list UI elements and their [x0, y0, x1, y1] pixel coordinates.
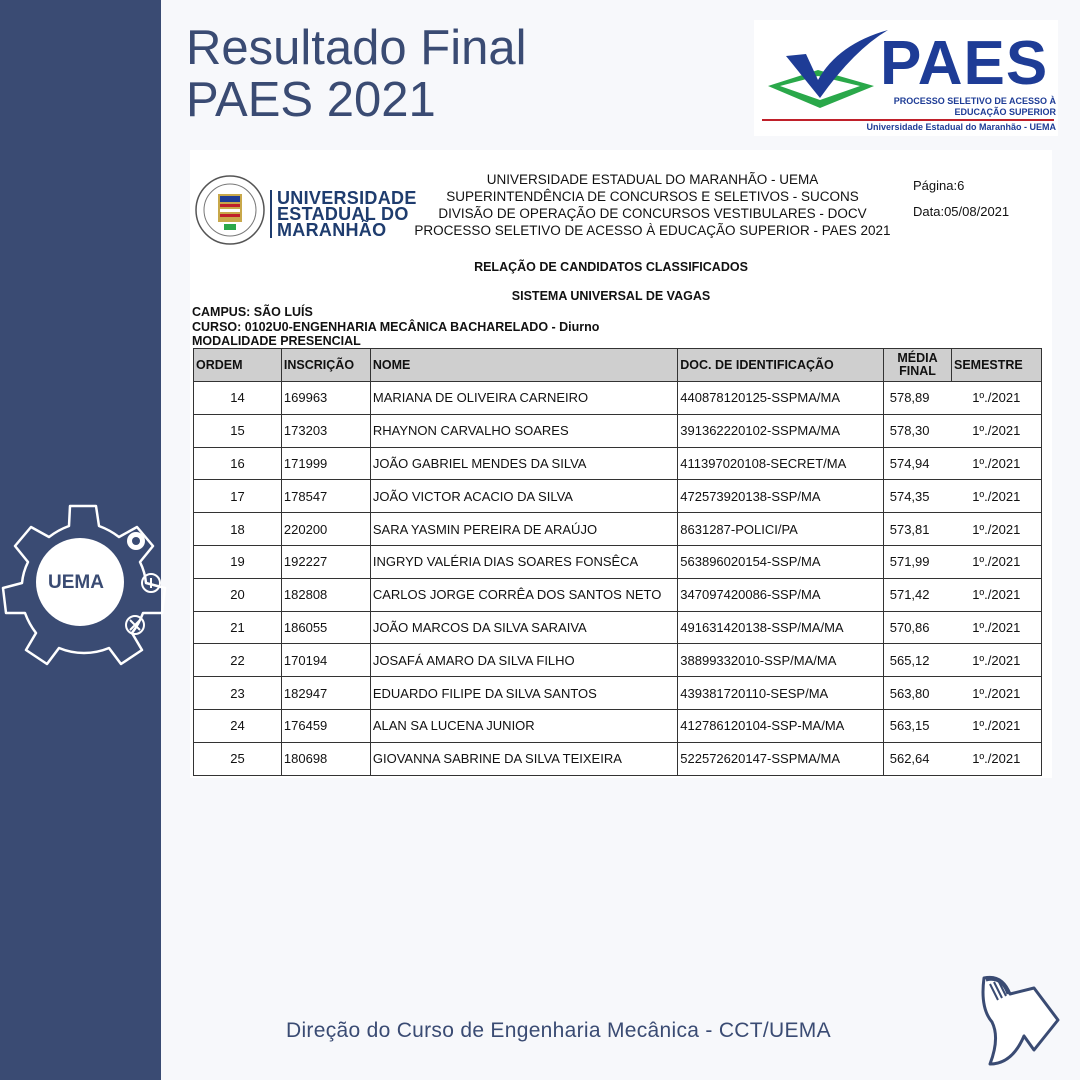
header-line: PROCESSO SELETIVO DE ACESSO À EDUCAÇÃO SUPERIOR - PAES 2021 — [414, 223, 891, 238]
cell-nome: MARIANA DE OLIVEIRA CARNEIRO — [370, 382, 677, 415]
table-row — [194, 578, 1042, 611]
cell-semestre: 1º./2021 — [952, 644, 1042, 677]
course-label: CURSO: 0102U0-ENGENHARIA MECÂNICA BACHARELADO - Diurno — [192, 319, 600, 334]
cell-inscricao: 178547 — [281, 480, 370, 513]
cell-nome: ALAN SA LUCENA JUNIOR — [370, 709, 677, 742]
cell-doc: 491631420138-SSP/MA/MA — [678, 611, 884, 644]
cell-media: 574,35 — [884, 480, 952, 513]
cell-inscricao: 176459 — [281, 709, 370, 742]
table-row — [194, 709, 1042, 742]
title-line-2: PAES 2021 — [186, 73, 436, 127]
cell-inscricao: 186055 — [281, 611, 370, 644]
footer-text: Direção do Curso de Engenharia Mecânica - CCT/UEMA — [286, 1019, 831, 1042]
col-ordem: ORDEM — [194, 349, 282, 382]
uema-logo-line-3: MARANHÃO — [277, 220, 387, 240]
cell-doc: 411397020108-SECRET/MA — [678, 447, 884, 480]
next-arrow-icon[interactable] — [972, 968, 1064, 1070]
table-body — [194, 382, 1042, 776]
col-media-line-1: MÉDIA — [897, 351, 938, 365]
header-line: UNIVERSIDADE ESTADUAL DO MARANHÃO - UEMA — [486, 172, 819, 187]
cell-inscricao: 182808 — [281, 578, 370, 611]
header-line: SUPERINTENDÊNCIA DE CONCURSOS E SELETIVOS - SUCONS — [446, 189, 859, 204]
cell-inscricao: 169963 — [281, 382, 370, 415]
cell-nome: JOÃO VICTOR ACACIO DA SILVA — [370, 480, 677, 513]
cell-media: 573,81 — [884, 513, 952, 546]
page-meta — [913, 173, 1009, 225]
cell-media: 571,42 — [884, 578, 952, 611]
cell-semestre: 1º./2021 — [952, 382, 1042, 415]
cell-inscricao: 220200 — [281, 513, 370, 546]
cell-ordem: 22 — [194, 644, 282, 677]
cell-ordem: 23 — [194, 677, 282, 710]
cell-media: 563,80 — [884, 677, 952, 710]
cell-ordem: 14 — [194, 382, 282, 415]
cell-doc: 8631287-POLICI/PA — [678, 513, 884, 546]
document-date: Data:05/08/2021 — [913, 204, 1010, 219]
paes-wordmark: PAES — [880, 29, 1049, 98]
cell-semestre: 1º./2021 — [952, 480, 1042, 513]
cell-semestre: 1º./2021 — [952, 513, 1042, 546]
uema-logo-line-1: UNIVERSIDADE — [277, 188, 417, 208]
cell-semestre: 1º./2021 — [952, 578, 1042, 611]
cell-semestre: 1º./2021 — [952, 545, 1042, 578]
cell-media: 574,94 — [884, 447, 952, 480]
cell-doc: 347097420086-SSP/MA — [678, 578, 884, 611]
result-document — [190, 150, 1052, 778]
uema-seal-icon — [194, 174, 266, 246]
paes-logo — [754, 20, 1058, 136]
modality-label: MODALIDADE PRESENCIAL — [192, 334, 361, 348]
cell-semestre: 1º./2021 — [952, 677, 1042, 710]
cell-doc: 38899332010-SSP/MA/MA — [678, 644, 884, 677]
cell-doc: 522572620147-SSPMA/MA — [678, 742, 884, 775]
cell-semestre: 1º./2021 — [952, 414, 1042, 447]
cell-media: 578,89 — [884, 382, 952, 415]
cell-inscricao: 170194 — [281, 644, 370, 677]
col-media — [884, 349, 952, 382]
cell-nome: RHAYNON CARVALHO SOARES — [370, 414, 677, 447]
table-row — [194, 382, 1042, 415]
cell-nome: INGRYD VALÉRIA DIAS SOARES FONSÊCA — [370, 545, 677, 578]
cell-nome: JOSAFÁ AMARO DA SILVA FILHO — [370, 644, 677, 677]
cell-ordem: 21 — [194, 611, 282, 644]
document-header — [390, 171, 915, 239]
cell-doc: 412786120104-SSP-MA/MA — [678, 709, 884, 742]
cell-semestre: 1º./2021 — [952, 447, 1042, 480]
cell-semestre: 1º./2021 — [952, 611, 1042, 644]
table-header-row — [194, 349, 1042, 382]
cell-media: 578,30 — [884, 414, 952, 447]
cell-ordem: 16 — [194, 447, 282, 480]
col-doc: DOC. DE IDENTIFICAÇÃO — [678, 349, 884, 382]
col-semestre: SEMESTRE — [952, 349, 1042, 382]
cell-doc: 391362220102-SSPMA/MA — [678, 414, 884, 447]
cell-semestre: 1º./2021 — [952, 742, 1042, 775]
cell-doc: 472573920138-SSP/MA — [678, 480, 884, 513]
cell-doc: 563896020154-SSP/MA — [678, 545, 884, 578]
cell-nome: EDUARDO FILIPE DA SILVA SANTOS — [370, 677, 677, 710]
page-title — [186, 22, 526, 126]
paes-university: Universidade Estadual do Maranhão - UEMA — [866, 122, 1056, 132]
cell-media: 562,64 — [884, 742, 952, 775]
page-number: Página:6 — [913, 178, 965, 193]
cell-nome: CARLOS JORGE CORRÊA DOS SANTOS NETO — [370, 578, 677, 611]
table-row — [194, 644, 1042, 677]
cell-nome: SARA YASMIN PEREIRA DE ARAÚJO — [370, 513, 677, 546]
cell-ordem: 15 — [194, 414, 282, 447]
paes-divider — [762, 119, 1054, 121]
cell-ordem: 17 — [194, 480, 282, 513]
cell-nome: JOÃO GABRIEL MENDES DA SILVA — [370, 447, 677, 480]
cell-media: 565,12 — [884, 644, 952, 677]
col-inscricao: INSCRIÇÃO — [281, 349, 370, 382]
cell-media: 571,99 — [884, 545, 952, 578]
course-info — [192, 305, 599, 349]
system-title: SISTEMA UNIVERSAL DE VAGAS — [511, 289, 711, 303]
cell-semestre: 1º./2021 — [952, 709, 1042, 742]
table-row — [194, 545, 1042, 578]
gear-label: UEMA — [48, 572, 104, 593]
cell-ordem: 18 — [194, 513, 282, 546]
cell-ordem: 19 — [194, 545, 282, 578]
table-row — [194, 414, 1042, 447]
cell-inscricao: 180698 — [281, 742, 370, 775]
cell-nome: GIOVANNA SABRINE DA SILVA TEIXEIRA — [370, 742, 677, 775]
cell-doc: 440878120125-SSPMA/MA — [678, 382, 884, 415]
table-row — [194, 611, 1042, 644]
cell-doc: 439381720110-SESP/MA — [678, 677, 884, 710]
title-line-1: Resultado Final — [186, 21, 527, 75]
table-row — [194, 677, 1042, 710]
cell-ordem: 24 — [194, 709, 282, 742]
cell-inscricao: 171999 — [281, 447, 370, 480]
relation-title: RELAÇÃO DE CANDIDATOS CLASSIFICADOS — [474, 260, 748, 274]
table-row — [194, 513, 1042, 546]
cell-ordem: 20 — [194, 578, 282, 611]
header-line: DIVISÃO DE OPERAÇÃO DE CONCURSOS VESTIBULARES - DOCV — [438, 206, 867, 221]
cell-media: 570,86 — [884, 611, 952, 644]
paes-subtitle-1: PROCESSO SELETIVO DE ACESSO À — [893, 96, 1056, 106]
campus-label: CAMPUS: SÃO LUÍS — [192, 305, 313, 319]
cell-inscricao: 192227 — [281, 545, 370, 578]
table-row — [194, 480, 1042, 513]
cell-nome: JOÃO MARCOS DA SILVA SARAIVA — [370, 611, 677, 644]
uema-logo-line-2: ESTADUAL DO — [277, 204, 409, 224]
checkbox-check-icon — [758, 24, 888, 116]
cell-media: 563,15 — [884, 709, 952, 742]
cell-ordem: 25 — [194, 742, 282, 775]
cell-inscricao: 182947 — [281, 677, 370, 710]
paes-subtitle-2: EDUCAÇÃO SUPERIOR — [954, 107, 1056, 117]
table-row — [194, 447, 1042, 480]
col-media-line-2: FINAL — [899, 364, 936, 378]
results-table — [193, 348, 1042, 776]
cell-inscricao: 173203 — [281, 414, 370, 447]
table-row — [194, 742, 1042, 775]
col-nome: NOME — [370, 349, 677, 382]
